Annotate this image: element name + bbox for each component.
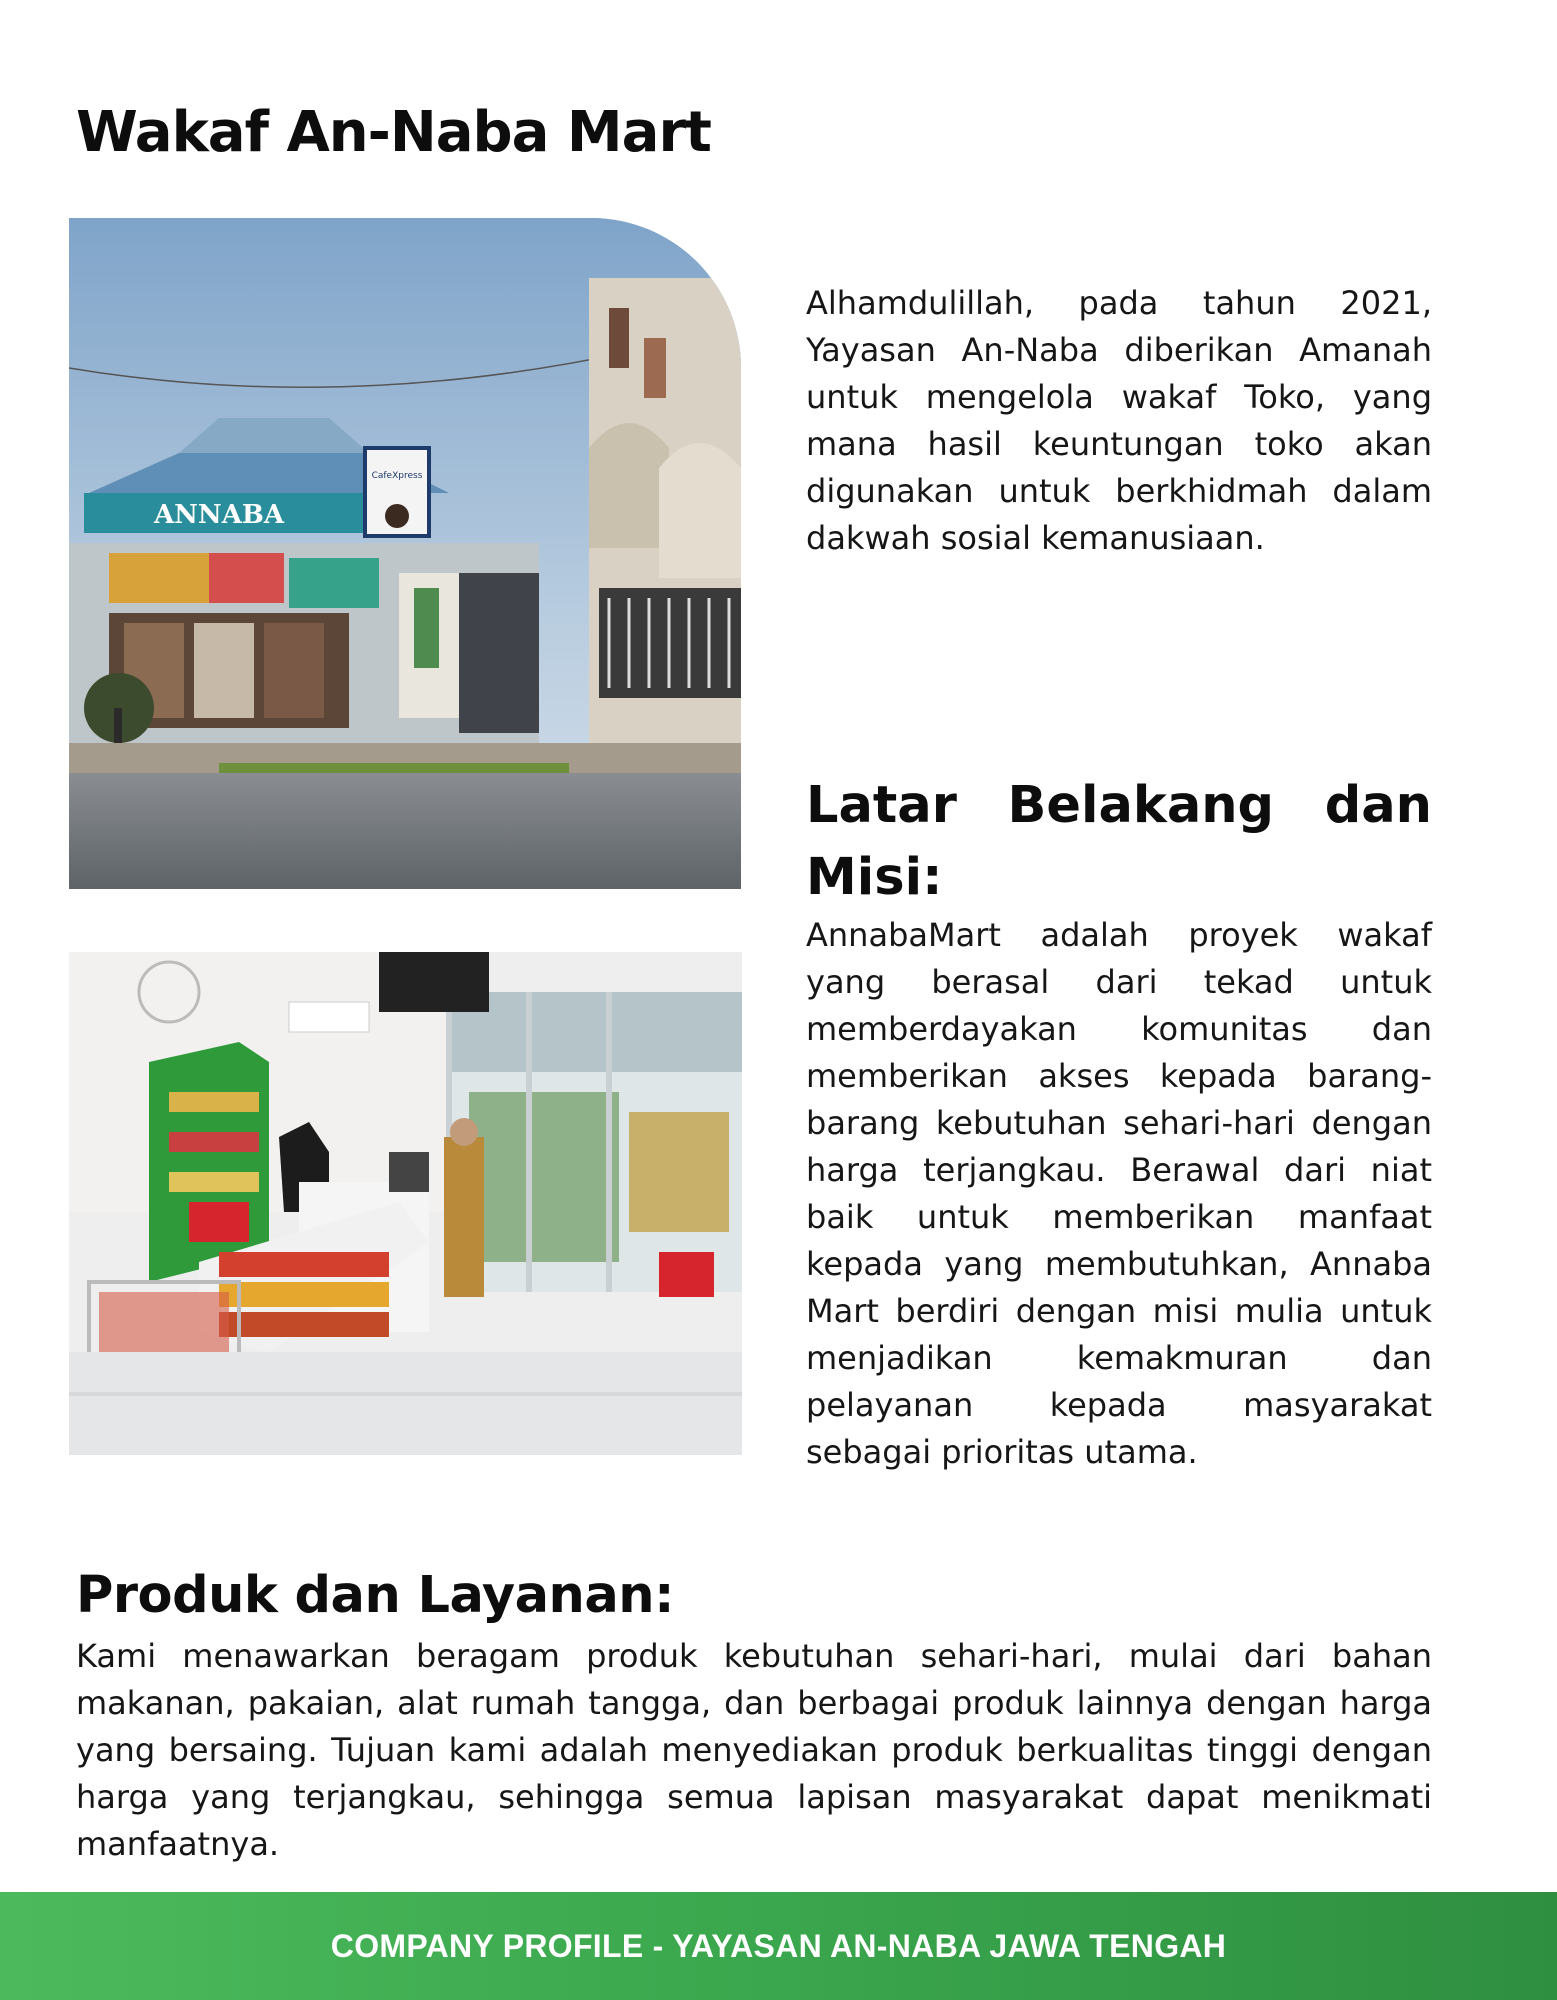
background-paragraph: AnnabaMart adalah proyek wakaf yang berasal dari tekad untuk memberdayakan komunitas dan memberikan akses kepada barang-barang kebutuhan sehari-hari dengan harga terjangkau. Berawal dari niat baik untuk memberikan manfaat kepada yang membutuhkan, Annaba Mart berdiri dengan misi mulia untuk menjadikan kemakmuran dan pelayanan kepada masyarakat sebagai prioritas utama. — [806, 916, 1432, 1471]
storefront-sign: ANNABA — [153, 500, 285, 530]
page-title: Wakaf An-Naba Mart — [76, 100, 711, 165]
storefront-photo — [69, 218, 741, 889]
products-paragraph: Kami menawarkan beragam produk kebutuhan sehari-hari, mulai dari bahan makanan, pakaian, alat rumah tangga, dan berbagai produk lainnya dengan harga yang bersaing. Tujuan kami adalah menyediakan produk berkualitas tinggi dengan harga yang terjangkau, sehingga semua lapisan masyarakat dapat menikmati manfaatnya. — [76, 1637, 1432, 1863]
store-interior-photo — [69, 952, 742, 1455]
products-heading: Produk dan Layanan: — [76, 1566, 674, 1625]
intro-paragraph: Alhamdulillah, pada tahun 2021, Yayasan An-Naba diberikan Amanah untuk mengelola wakaf Toko, yang mana hasil keuntungan toko akan digunakan untuk berkhidmah dalam dakwah sosial kemanusiaan. — [806, 284, 1432, 557]
storefront-signboard: CafeXpress — [371, 471, 423, 481]
footer-bar — [0, 1892, 1557, 2000]
background-heading: Latar Belakang dan Misi: — [806, 776, 1432, 907]
footer-text: COMPANY PROFILE - YAYASAN AN-NABA JAWA TENGAH — [330, 1927, 1227, 1964]
